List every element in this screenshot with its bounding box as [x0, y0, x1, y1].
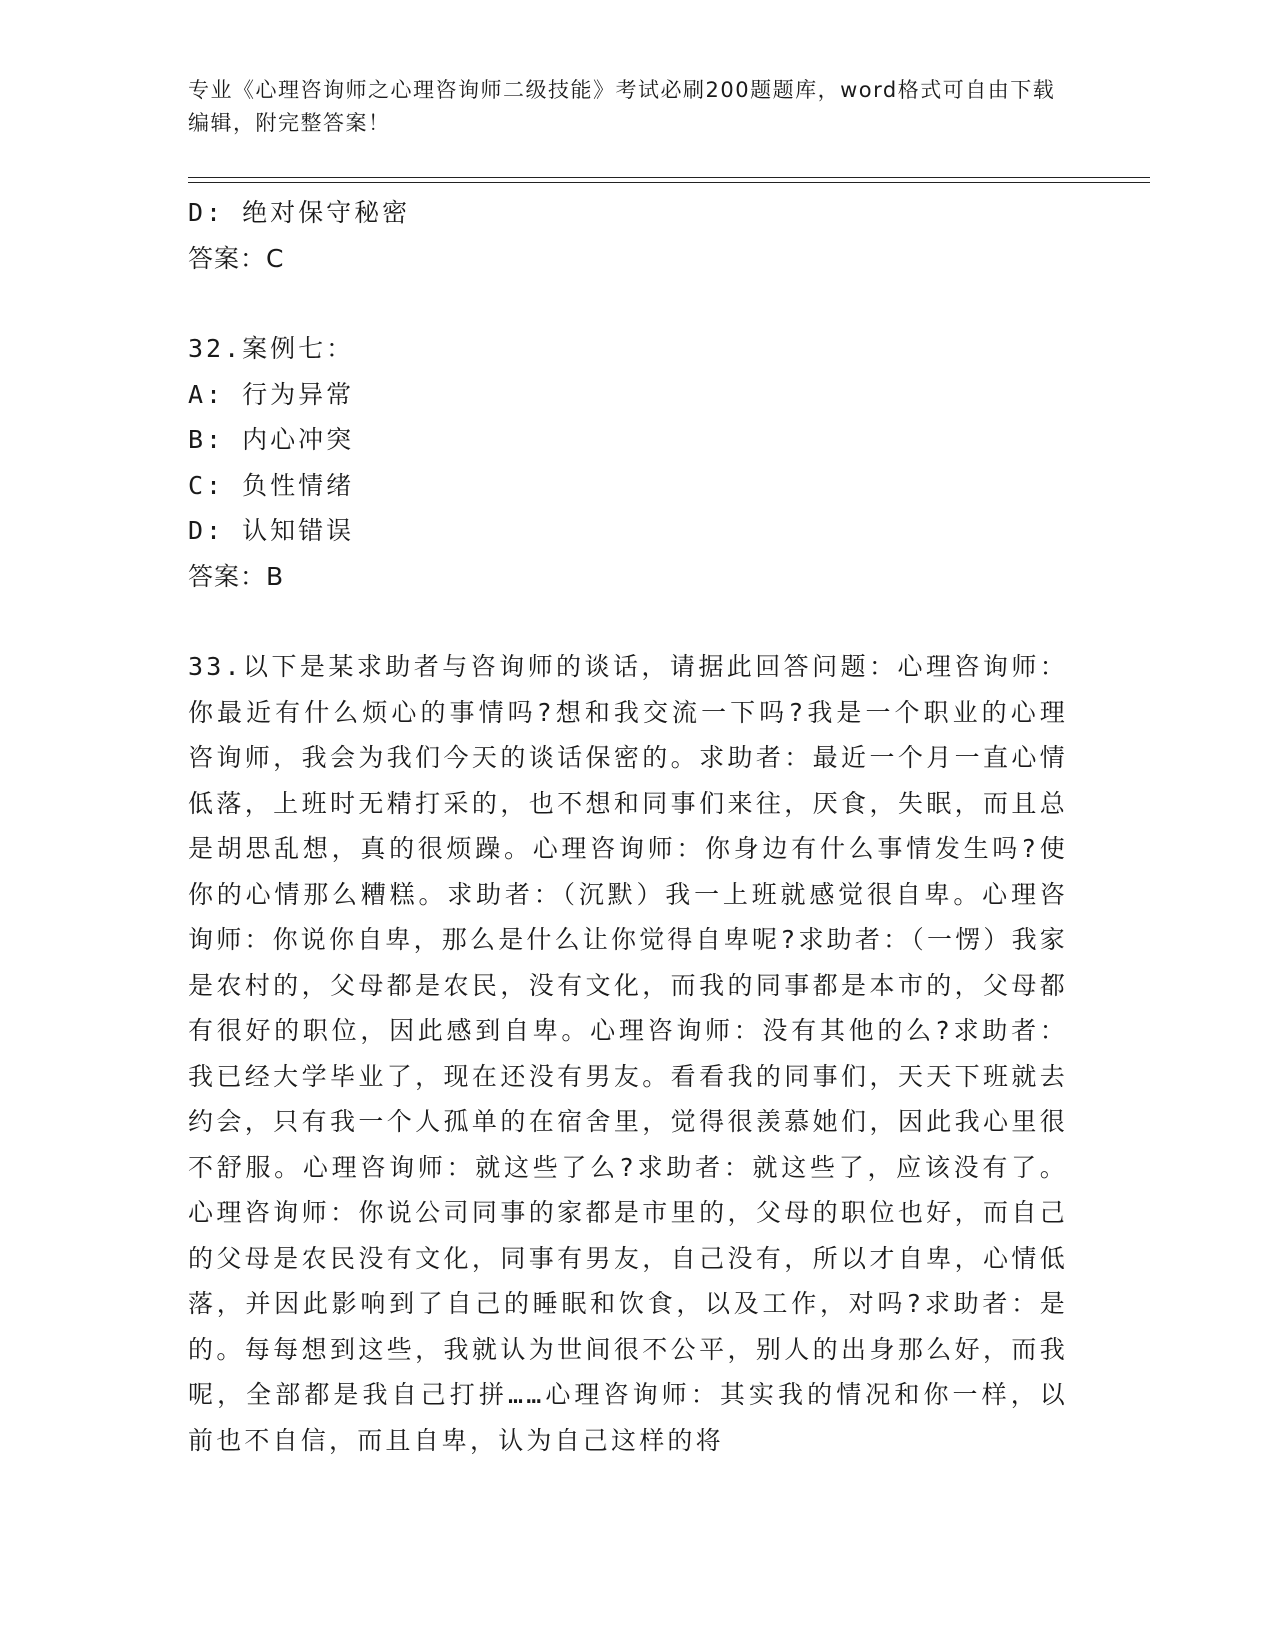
question-stem: 33.以下是某求助者与咨询师的谈话，请据此回答问题：心理咨询师：你最近有什么烦心的事情吗?想和我交流一下吗?我是一个职业的心理咨询师，我会为我们今天的谈话保密的。求助者：最近一个月一直心情低落，上班时无精打采的，也不想和同事们来往，厌食，失眠，而且总是胡思乱想，真的很烦躁。心理咨询师：你身边有什么事情发生吗?使你的心情那么糟糕。求助者：（沉默）我一上班就感觉很自卑。心理咨询师：你说你自卑，那么是什么让你觉得自卑呢?求助者：（一愣）我家是农村的，父母都是农民，没有文化，而我的同事都是本市的，父母都有很好的职位，因此感到自卑。心理咨询师：没有其他的么?求助者：我已经大学毕业了，现在还没有男友。看看我的同事们，天天下班就去约会，只有我一个人孤单的在宿舍里，觉得很羡慕她们，因此我心里很不舒服。心理咨询师：就这些了么?求助者：就这些了，应该没有了。心理咨询师：你说公司同事的家都是市里的，父母的职位也好，而自己的父母是农民没有文化，同事有男友，自己没有，所以才自卑，心情低落，并因此影响到了自己的睡眠和饮食，以及工作，对吗?求助者：是的。每每想到这些，我就认为世间很不公平，别人的出身那么好，而我呢，全部都是我自己打拼……心理咨询师：其实我的情况和你一样，以前也不自信，而且自卑，认为自己这样的将: [188, 652, 1068, 1455]
question-31-tail: [188, 190, 1088, 281]
header-divider-bottom: [188, 182, 1150, 183]
spacer: [188, 599, 1088, 644]
answer-line: 答案：B: [188, 561, 285, 591]
spacer: [188, 281, 1088, 326]
option-a: A: 行为异常: [188, 379, 355, 409]
option-d: D: 绝对保守秘密: [188, 198, 411, 227]
question-33: [188, 644, 1088, 1463]
question-stem: 32.案例七：: [188, 334, 355, 363]
answer-line: 答案：C: [188, 243, 285, 273]
option-b: B: 内心冲突: [188, 425, 355, 454]
question-32: [188, 326, 1088, 599]
document-header: 专业《心理咨询师之心理咨询师二级技能》考试必刷200题题库，word格式可自由下载编辑，附完整答案！: [188, 78, 1056, 135]
option-d: D: 认知错误: [188, 516, 355, 545]
document-body: [188, 190, 1088, 1463]
header-divider-top: [188, 177, 1150, 178]
option-c: C: 负性情绪: [188, 470, 355, 500]
